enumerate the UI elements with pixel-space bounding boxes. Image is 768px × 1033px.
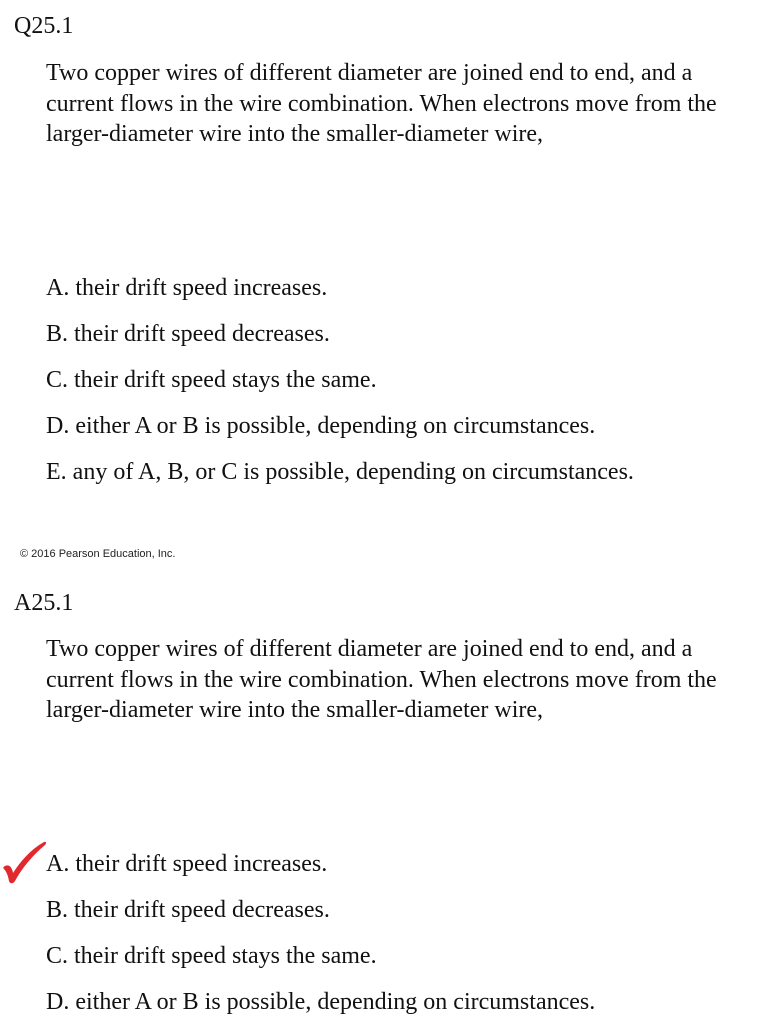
question-slide-title: Q25.1 xyxy=(14,13,74,39)
choice-b: B. their drift speed decreases. xyxy=(46,321,330,347)
answer-choice-b: B. their drift speed decreases. xyxy=(46,897,330,923)
choice-a: A. their drift speed increases. xyxy=(46,275,328,301)
choice-c: C. their drift speed stays the same. xyxy=(46,367,377,393)
choice-d: D. either A or B is possible, depending on circumstances. xyxy=(46,413,596,439)
question-text: Two copper wires of different diameter are joined end to end, and a current flows in the wire combination. When electrons move from the larger-diameter wire into the smaller-diameter wire, xyxy=(46,60,717,147)
copyright-notice: © 2016 Pearson Education, Inc. xyxy=(20,548,176,560)
red-checkmark-icon xyxy=(0,840,50,886)
answer-question-text: Two copper wires of different diameter are joined end to end, and a current flows in the wire combination. When electrons move from the larger-diameter wire into the smaller-diameter wire, xyxy=(46,636,717,723)
question-choices xyxy=(46,273,634,503)
answer-choices xyxy=(46,849,595,1033)
answer-slide-title: A25.1 xyxy=(14,590,74,616)
answer-slide xyxy=(0,576,768,1024)
answer-choice-d: D. either A or B is possible, depending on circumstances. xyxy=(46,989,596,1015)
answer-choice-a: A. their drift speed increases. xyxy=(46,851,328,877)
answer-choice-c: C. their drift speed stays the same. xyxy=(46,943,377,969)
choice-e: E. any of A, B, or C is possible, depending on circumstances. xyxy=(46,459,634,485)
